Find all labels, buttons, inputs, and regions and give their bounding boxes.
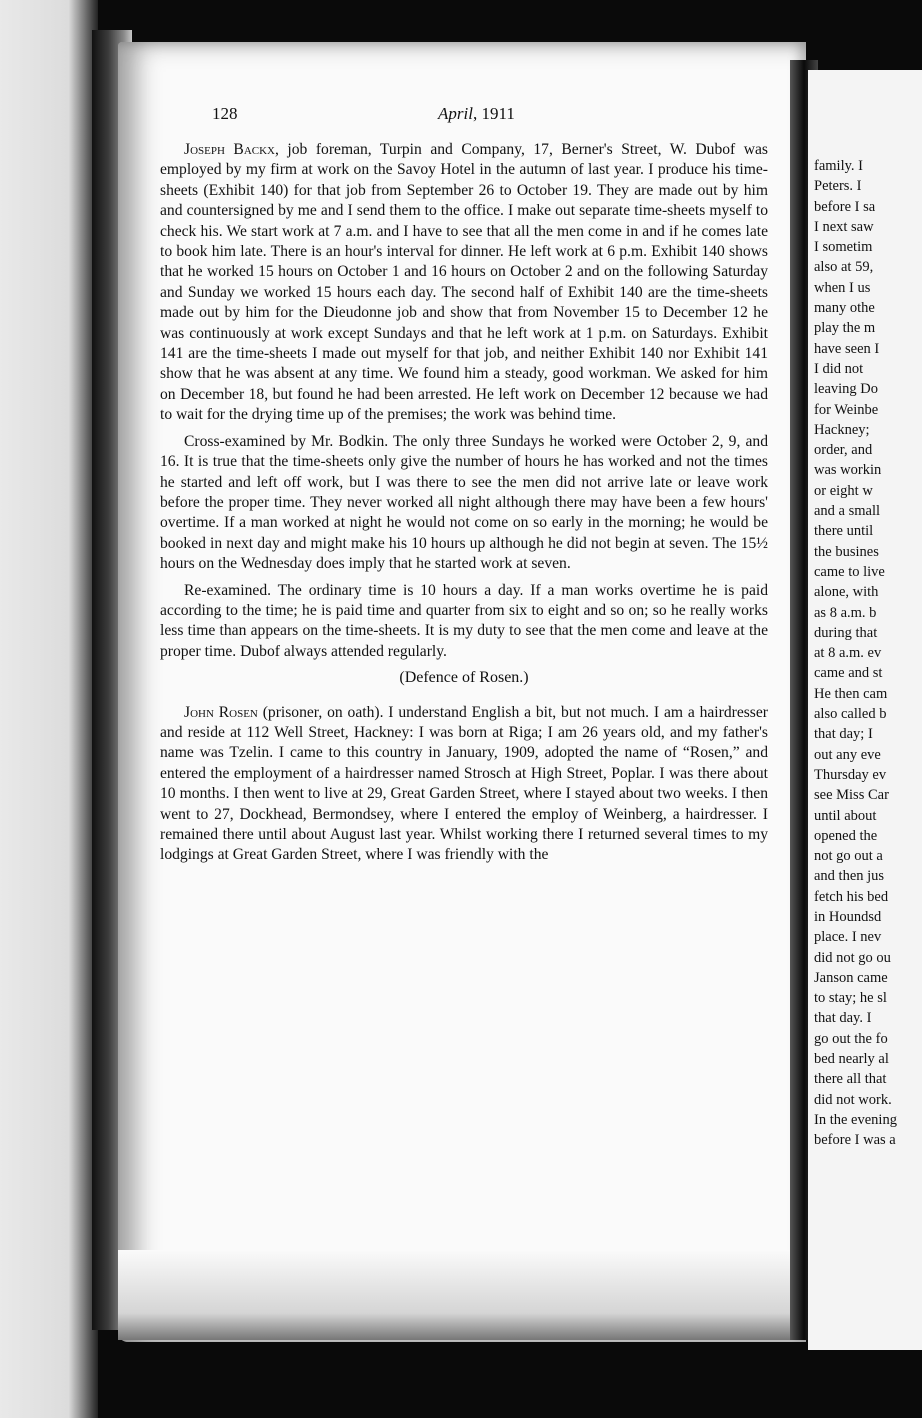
right-page-line: not go out a bbox=[814, 848, 883, 865]
right-page-line: fetch his bed bbox=[814, 888, 889, 905]
right-page-line: there until bbox=[814, 523, 874, 540]
right-page-line: I next saw bbox=[814, 218, 874, 235]
background-top bbox=[98, 0, 922, 40]
witness-name-rosen: John Rosen bbox=[184, 703, 258, 721]
right-page-line: there all that bbox=[814, 1071, 887, 1088]
page-body bbox=[160, 140, 768, 866]
right-page-line: came and st bbox=[814, 665, 883, 682]
page-number: 128 bbox=[212, 104, 238, 123]
running-head-year: 1911 bbox=[481, 104, 515, 123]
right-page-line: came to live bbox=[814, 563, 885, 580]
testimony-backx-text: , job foreman, Turpin and Company, 17, Berner's Street, W. Dubof was employed by my firm at work on the Savoy Hotel in the autumn of last year. I produce his time-sheets (Exhibit 140) for that job from September 26 to October 19. They are made out by him and countersigned by me and I send them to the office. I make out separate time-sheets myself to check his. We start work at 7 a.m. and I have to see that all the men come in and if he comes late to book him late. There is an hour's interval for dinner. He left work at 6 p.m. Exhibit 140 shows that he worked 15 hours on October 1 and 16 hours on October 2 and on the following Saturday and Sunday we worked 15 hours each day. The second half of Exhibit 140 are the time-sheets made out by him for the Dieudonne job and show that from November 15 to December 12 he was continuously at work except Sundays and that he left work at 1 p.m. on Saturdays. Exhibit 141 are the time-sheets I made out myself for that job, and neither Exhibit 140 nor Exhibit 141 show that he was absent at any time. We found him a steady, good workman. We asked for him on December 18, but found he had been arrested. He left work on December 12 because we had to wait for the drying time up of the premises; the work was behind time. bbox=[160, 141, 768, 424]
right-page-line: Thursday ev bbox=[814, 766, 887, 783]
right-page-line: before I sa bbox=[814, 198, 876, 215]
right-page-line: when I us bbox=[814, 279, 871, 296]
right-page-line: and then jus bbox=[814, 868, 885, 885]
right-page-line: many othe bbox=[814, 300, 875, 317]
right-page-line: Hackney; bbox=[814, 421, 870, 438]
right-page-line: before I was a bbox=[814, 1132, 896, 1149]
right-page-line: place. I nev bbox=[814, 929, 882, 946]
right-page-line: in Houndsd bbox=[814, 908, 882, 925]
witness-name-backx: Joseph Backx bbox=[184, 141, 275, 158]
right-page-lines bbox=[814, 156, 897, 1151]
right-page-line: leaving Do bbox=[814, 381, 879, 398]
right-page-line: to stay; he sl bbox=[814, 990, 887, 1007]
right-page-line: Janson came bbox=[814, 969, 888, 986]
right-page-line: was workin bbox=[814, 462, 882, 479]
right-page-line: for Weinbe bbox=[814, 401, 879, 418]
right-page-line: the busines bbox=[814, 543, 879, 560]
cross-examination: Cross-examined by Mr. Bodkin. The only three Sundays he worked were October 2, 9, and 16. It is true that the time-sheets only give the number of hours he has worked and not the times he started and left off work, but I was there to see the men did not arrive late or leave work before the proper time. They never worked all night although there may have been a few hours' overtime. If a man worked at night he would not come on so early in the morning; he would be booked in next day and might make his 10 hours up although he did not begin at seven. The 15½ hours on the Wednesday does imply that he started work at seven. bbox=[160, 432, 768, 573]
right-page-line: I did not bbox=[814, 360, 864, 377]
right-page-line: until about bbox=[814, 807, 877, 824]
right-page-line: also at 59, bbox=[814, 259, 874, 276]
right-page-line: Peters. I bbox=[814, 178, 862, 195]
background-left bbox=[0, 0, 98, 1418]
right-page-line: In the evening bbox=[814, 1111, 897, 1128]
right-page-line: did not go ou bbox=[814, 949, 891, 966]
right-page-line: I sometim bbox=[814, 239, 873, 256]
right-page-line: during that bbox=[814, 624, 878, 641]
right-page-line: play the m bbox=[814, 320, 876, 337]
section-heading: (Defence of Rosen.) bbox=[399, 669, 529, 687]
right-page-fragment bbox=[808, 70, 922, 1350]
testimony-rosen bbox=[160, 703, 768, 866]
running-head: April, 1911 bbox=[438, 104, 515, 123]
right-page-line: have seen I bbox=[814, 340, 880, 357]
right-page-line: at 8 a.m. ev bbox=[814, 645, 882, 662]
right-page-line: see Miss Car bbox=[814, 787, 889, 804]
page-header bbox=[0, 104, 922, 128]
right-page-line: and a small bbox=[814, 503, 881, 520]
right-page-line: that day. I bbox=[814, 1010, 872, 1027]
right-page-line: go out the fo bbox=[814, 1030, 888, 1047]
running-head-month: April bbox=[438, 104, 473, 123]
right-page-line: that day; I bbox=[814, 726, 873, 743]
right-page-line: family. I bbox=[814, 158, 863, 174]
right-page-line: alone, with bbox=[814, 584, 879, 601]
right-page-line: out any eve bbox=[814, 746, 881, 763]
right-page-line: as 8 a.m. b bbox=[814, 604, 877, 621]
right-page-line: did not work. bbox=[814, 1091, 892, 1108]
page-bottom-edge bbox=[118, 1250, 806, 1340]
right-page-line: also called b bbox=[814, 706, 887, 723]
right-page-line: order, and bbox=[814, 442, 873, 459]
testimony-backx bbox=[160, 140, 768, 426]
right-page-line: He then cam bbox=[814, 685, 888, 702]
re-examination: Re-examined. The ordinary time is 10 hours a day. If a man works overtime he is paid according to the time; he is paid time and quarter from six to eight and so on; so he really works less time than appears on the time-sheets. It is my duty to see that the men come and leave at the proper time. Dubof always attended regularly. bbox=[160, 581, 768, 660]
testimony-rosen-text: (prisoner, on oath). I understand English a bit, but not much. I am a hairdresser and reside at 112 Well Street, Hackney: I was born at Riga; I am 26 years old, and my father's name was Tzelin. I came to this country in January, 1909, adopted the name of “Rosen,” and entered the employment of a hairdresser named Strosch at High Street, Poplar. I was there about 10 months. I then went to live at 29, Great Garden Street, where I stayed about two weeks. I then went to 27, Dockhead, Bermondsey, where I entered the employ of Weinberg, a hairdresser. I remained there until about August last year. Whilst working there I returned several times to my lodgings at Great Garden Street, where I was friendly with the bbox=[160, 703, 768, 864]
right-page-line: or eight w bbox=[814, 482, 873, 499]
right-page-line: bed nearly al bbox=[814, 1051, 889, 1068]
right-page-line: opened the bbox=[814, 827, 878, 844]
